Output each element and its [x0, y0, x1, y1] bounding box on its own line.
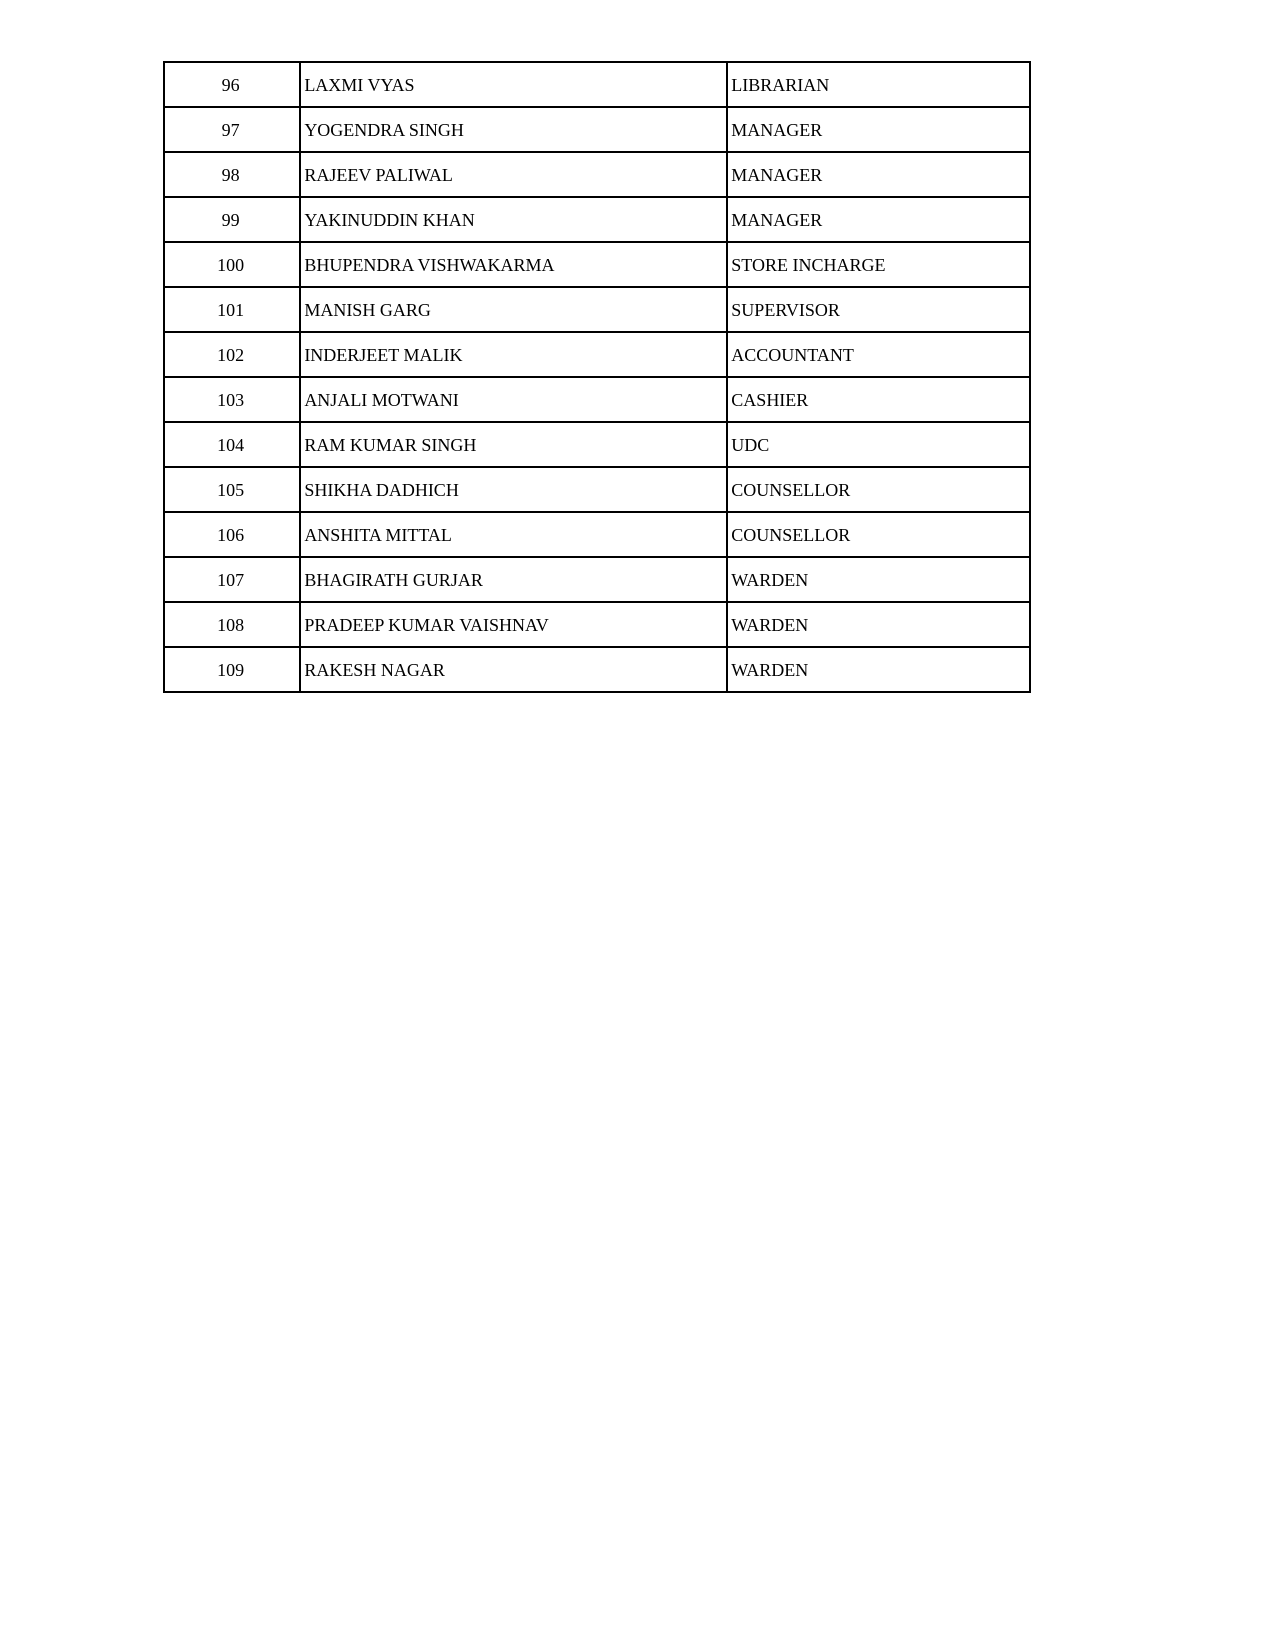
name-cell: YOGENDRA SINGH	[300, 107, 727, 152]
table-row	[164, 647, 1030, 692]
designation-cell: COUNSELLOR	[727, 512, 1030, 557]
name-cell: MANISH GARG	[300, 287, 727, 332]
name-cell: BHAGIRATH GURJAR	[300, 557, 727, 602]
table-row	[164, 467, 1030, 512]
designation-cell: STORE INCHARGE	[727, 242, 1030, 287]
serial-number-cell: 96	[164, 62, 300, 107]
designation-cell: MANAGER	[727, 152, 1030, 197]
name-cell: ANSHITA MITTAL	[300, 512, 727, 557]
name-cell: YAKINUDDIN KHAN	[300, 197, 727, 242]
table-row	[164, 152, 1030, 197]
table-row	[164, 62, 1030, 107]
designation-cell: WARDEN	[727, 647, 1030, 692]
table-row	[164, 287, 1030, 332]
table-row	[164, 107, 1030, 152]
serial-number-cell: 97	[164, 107, 300, 152]
name-cell: LAXMI VYAS	[300, 62, 727, 107]
name-cell: RAM KUMAR SINGH	[300, 422, 727, 467]
designation-cell: WARDEN	[727, 557, 1030, 602]
serial-number-cell: 102	[164, 332, 300, 377]
serial-number-cell: 99	[164, 197, 300, 242]
table-row	[164, 377, 1030, 422]
staff-table	[163, 61, 1031, 693]
designation-cell: CASHIER	[727, 377, 1030, 422]
serial-number-cell: 104	[164, 422, 300, 467]
table-row	[164, 602, 1030, 647]
name-cell: INDERJEET MALIK	[300, 332, 727, 377]
table-row	[164, 197, 1030, 242]
name-cell: PRADEEP KUMAR VAISHNAV	[300, 602, 727, 647]
name-cell: RAJEEV PALIWAL	[300, 152, 727, 197]
table-row	[164, 242, 1030, 287]
serial-number-cell: 107	[164, 557, 300, 602]
table-row	[164, 557, 1030, 602]
table-row	[164, 512, 1030, 557]
name-cell: ANJALI MOTWANI	[300, 377, 727, 422]
serial-number-cell: 106	[164, 512, 300, 557]
designation-cell: ACCOUNTANT	[727, 332, 1030, 377]
designation-cell: MANAGER	[727, 197, 1030, 242]
designation-cell: COUNSELLOR	[727, 467, 1030, 512]
name-cell: BHUPENDRA VISHWAKARMA	[300, 242, 727, 287]
serial-number-cell: 108	[164, 602, 300, 647]
designation-cell: LIBRARIAN	[727, 62, 1030, 107]
designation-cell: WARDEN	[727, 602, 1030, 647]
name-cell: SHIKHA DADHICH	[300, 467, 727, 512]
serial-number-cell: 103	[164, 377, 300, 422]
serial-number-cell: 100	[164, 242, 300, 287]
serial-number-cell: 101	[164, 287, 300, 332]
name-cell: RAKESH NAGAR	[300, 647, 727, 692]
table-row	[164, 332, 1030, 377]
table-row	[164, 422, 1030, 467]
designation-cell: SUPERVISOR	[727, 287, 1030, 332]
serial-number-cell: 109	[164, 647, 300, 692]
serial-number-cell: 105	[164, 467, 300, 512]
serial-number-cell: 98	[164, 152, 300, 197]
staff-table-body	[164, 62, 1030, 692]
designation-cell: UDC	[727, 422, 1030, 467]
designation-cell: MANAGER	[727, 107, 1030, 152]
